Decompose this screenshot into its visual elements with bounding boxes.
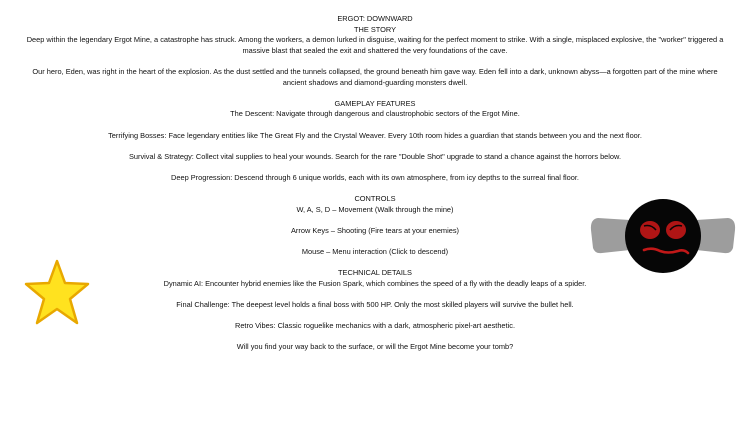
left-eye: [640, 221, 660, 239]
tech-dynamic-ai: Dynamic AI: Encounter hybrid enemies like the Fusion Spark, which combines the speed of a fly with the deadly leaps of a spider.: [163, 278, 587, 288]
spacer: [20, 120, 730, 131]
right-eye: [666, 221, 686, 239]
spacer: [20, 184, 730, 195]
spacer: [20, 141, 730, 152]
game-description: [20, 14, 730, 353]
story-paragraph-1: Deep within the legendary Ergot Mine, a catastrophe has struck. Among the workers, a demon lurked in disguise, waiting for the perfect moment to strike. With a single, misplaced explosive, the "worker" triggered a massive blast that sealed the exit and shattered the very foundations of the cave.: [26, 35, 724, 55]
spacer: [20, 311, 730, 322]
fly-monster-icon: [588, 198, 738, 278]
feature-progression: Deep Progression: Descend through 6 unique worlds, each with its own atmosphere, from icy depths to the surreal final floor.: [171, 172, 579, 182]
control-shooting: Arrow Keys – Shooting (Fire tears at your enemies): [291, 225, 459, 235]
control-mouse: Mouse – Menu interaction (Click to descend): [301, 247, 449, 257]
spacer: [20, 88, 730, 99]
right-wing: [696, 218, 735, 253]
monster-body: [625, 199, 701, 273]
features-heading: GAMEPLAY FEATURES: [334, 98, 416, 108]
control-movement: W, A, S, D – Movement (Walk through the mine): [296, 204, 454, 214]
spacer: [20, 332, 730, 343]
tech-heading: TECHNICAL DETAILS: [338, 268, 412, 278]
game-title: ERGOT: DOWNWARD: [337, 14, 413, 23]
star-icon: [24, 258, 90, 328]
tech-retro-vibes: Retro Vibes: Classic roguelike mechanics with a dark, atmospheric pixel-art aesthetic.: [234, 321, 515, 331]
feature-bosses: Terrifying Bosses: Face legendary entities like The Great Fly and the Crystal Weaver. Every 10th room hides a guardian that stands between you and the next floor.: [108, 130, 642, 140]
star-shape: [26, 261, 88, 323]
story-heading: THE STORY: [353, 24, 397, 34]
feature-survival: Survival & Strategy: Collect vital supplies to heal your wounds. Search for the rare "Double Shot" upgrade to stand a chance against the horrors below.: [128, 151, 622, 161]
controls-heading: CONTROLS: [354, 194, 396, 204]
story-paragraph-2: Our hero, Eden, was right in the heart of the explosion. As the dust settled and the tunnels collapsed, the ground beneath him gave way. Eden fell into a dark, unknown abyss—a forgotten part of the mine where ancient shadows and diamond-guarding monsters dwell.: [32, 66, 718, 87]
tech-final-challenge: Final Challenge: The deepest level holds a final boss with 500 HP. Only the most skilled players will survive the bullet hell.: [176, 300, 574, 310]
spacer: [20, 289, 730, 300]
closing-question: Will you find your way back to the surface, or will the Ergot Mine become your tomb?: [236, 342, 514, 352]
spacer: [20, 162, 730, 173]
spacer: [20, 56, 730, 67]
feature-descent: The Descent: Navigate through dangerous and claustrophobic sectors of the Ergot Mine.: [230, 109, 520, 119]
left-wing: [591, 218, 630, 253]
